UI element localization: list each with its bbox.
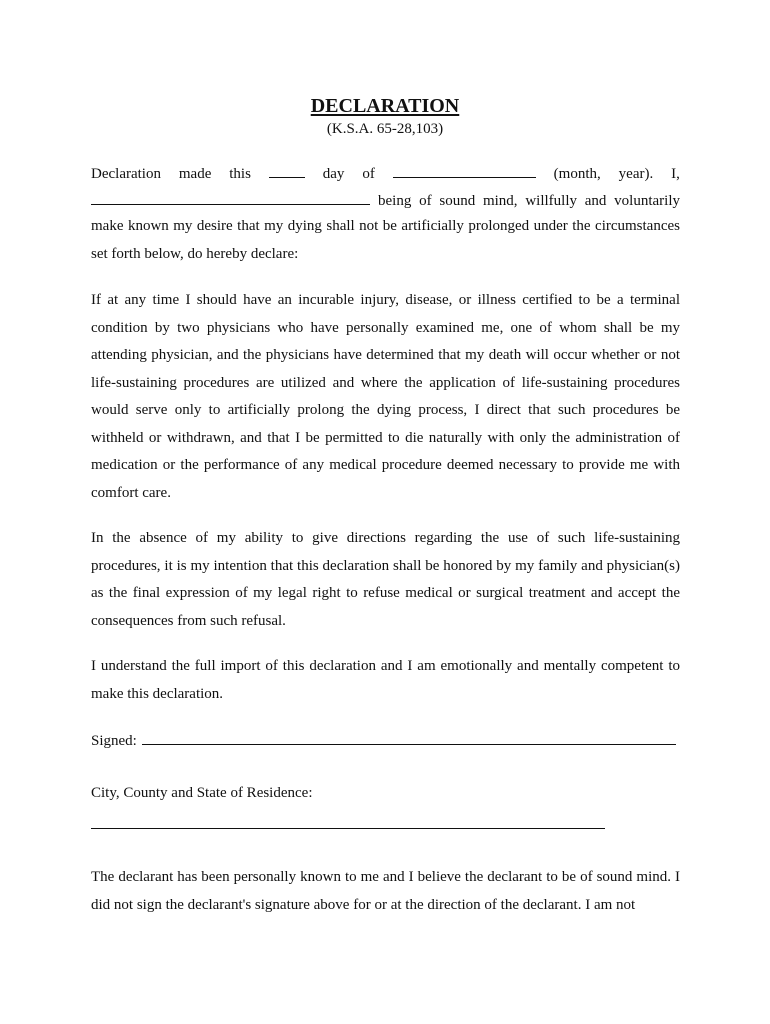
- signed-label: Signed:: [91, 733, 137, 749]
- intro-word: this: [229, 166, 251, 182]
- residence-blank-field[interactable]: [91, 828, 605, 829]
- paragraph-understanding: I understand the full import of this declaration and I am emotionally and mentally competent to make this declaration.: [91, 658, 680, 702]
- intro-continuation: make known my desire that my dying shall not be artificially prolonged under the circumstances set forth below, do hereby declare:: [91, 218, 680, 262]
- day-blank-field[interactable]: [269, 162, 305, 178]
- month-year-blank-field[interactable]: [393, 162, 536, 178]
- intro-word: I,: [671, 166, 680, 182]
- signature-blank-field[interactable]: [142, 729, 676, 745]
- intro-word: Declaration: [91, 166, 161, 182]
- intro-word: year).: [618, 166, 654, 182]
- residence-label: City, County and State of Residence:: [91, 785, 313, 801]
- signed-line: [91, 729, 680, 751]
- declarant-name-blank-field[interactable]: [91, 189, 370, 205]
- statute-reference: (K.S.A. 65-28,103): [326, 121, 444, 137]
- paragraph-terminal-condition: If at any time I should have an incurable injury, disease, or illness certified to be a terminal condition by two physicians who have personally examined me, one of whom shall be my attending physician, and the physicians have determined that my death will occur whether or not life-sustaining procedures are utilized and where the application of life-sustaining procedures would serve only to artificially prolong the dying process, I direct that such procedures be withheld or withdrawn, and that I be permitted to die naturally with only the administration of medication or the performance of any medical procedure deemed necessary to provide me with comfort care.: [91, 292, 680, 501]
- intro-word: (month,: [553, 166, 601, 182]
- intro-word: day: [322, 166, 345, 182]
- intro-word: of: [362, 166, 375, 182]
- intro-line-2: [91, 189, 680, 211]
- witness-paragraph: The declarant has been personally known to me and I believe the declarant to be of sound mind. I did not sign the declarant's signature above for or at the direction of the declarant. I am not: [91, 869, 680, 913]
- residence-line: [91, 785, 680, 807]
- intro-line-1: [91, 162, 680, 184]
- intro-line-2-text: being of sound mind, willfully and voluntarily: [378, 193, 680, 209]
- document-title: DECLARATION: [310, 95, 460, 117]
- paragraph-absence-of-ability: In the absence of my ability to give directions regarding the use of such life-sustaining procedures, it is my intention that this declaration shall be honored by my family and physician(s) as the final expression of my legal right to refuse medical or surgical treatment and accept the consequences from such refusal.: [91, 530, 680, 629]
- intro-word: made: [178, 166, 212, 182]
